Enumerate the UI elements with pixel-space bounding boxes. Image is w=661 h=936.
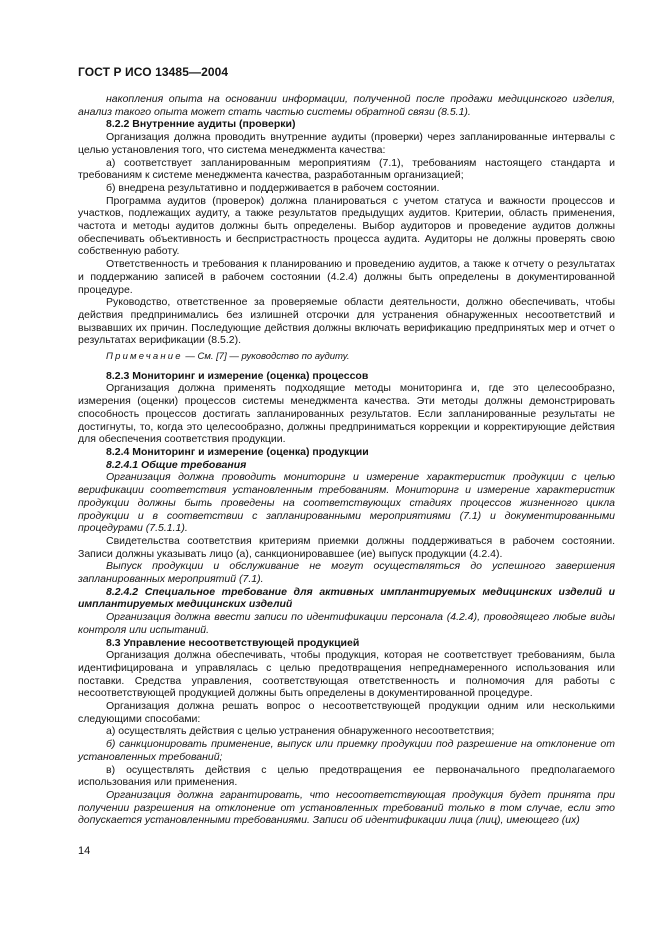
paragraph: Организация должна обеспечивать, чтобы продукция, которая не соответствует требованиям, была идентифицирована и управлялась с целью предотвращения непреднамеренного использования или поставки. Средства управления, соответствующая ответственность и полномочия для работы с несоответствующей продукцией должны быть определены в документированной процедуре. [78, 649, 615, 700]
paragraph: Выпуск продукции и обслуживание не могут осуществляться до успешного завершения запланированных мероприятий (7.1). [78, 560, 615, 586]
paragraph: Организация должна проводить внутренние аудиты (проверки) через запланированные интервалы с целью установления того, что система менеджмента качества: [78, 131, 615, 156]
paragraph: Организация должна ввести записи по идентификации персонала (4.2.4), проводящего любые виды контроля или испытаний. [78, 611, 615, 636]
note-text: — См. [7] — руководство по аудиту. [182, 351, 350, 363]
note [78, 351, 615, 364]
paragraph: Организация должна гарантировать, что несоответствующая продукция будет принята при получении разрешения на отклонение от установленных требований только в том случае, если это допускается установленными требованиями. Записи об идентификации лица (лиц), имеющего (их) [78, 788, 615, 827]
paragraph: Организация должна решать вопрос о несоответствующей продукции одним или несколькими следующими способами: [78, 700, 615, 725]
paragraph: Ответственность и требования к планированию и проведению аудитов, а также к отчету о результатах и поддержанию записей в рабочем состоянии (4.2.4) должны быть определены в документированной процедуре. [78, 258, 615, 296]
paragraph: Свидетельства соответствия критериям приемки должны поддерживаться в рабочем состоянии. Записи должны указывать лицо (а), санкционировавшее (ие) выпуск продукции (4.2.4). [78, 534, 615, 560]
document-header: ГОСТ Р ИСО 13485—2004 [78, 65, 229, 79]
list-item: б) внедрена результативно и поддерживается в рабочем состоянии. [106, 181, 440, 194]
subsection-heading: 8.2.4.2 Специальное требование для активных имплантируемых медицинских изделий и имплантируемых медицинских изделий [78, 585, 615, 611]
subsection-heading: 8.2.4.1 Общие требования [106, 458, 247, 471]
list-item: б) санкционировать применение, выпуск или приемку продукции под разрешение на отклонение от установленных требований; [78, 738, 615, 763]
document-body [78, 93, 615, 827]
list-item: а) осуществлять действия с целью устранения обнаруженного несоответствия; [106, 725, 495, 738]
paragraph: Организация должна проводить мониторинг и измерение характеристик продукции с целью верификации соответствия установленным требованиям. Мониторинг и измерение характеристик продукции должны быть проведены на соответствующих стадиях процессов жизненного цикла продукции и в соответствии с запланированными мероприятиями (7.1) и документированными процедурами (7.5.1.1). [78, 471, 615, 535]
paragraph: Руководство, ответственное за проверяемые области деятельности, должно обеспечивать, чтобы действия предпринимались без излишней отсрочки для устранения обнаруженных несоответствий и вызвавших их причин. Последующие действия должны включать верификацию предпринятых мер и отчет о результатах верификации (8.5.2). [78, 296, 615, 347]
list-item: а) соответствует запланированным мероприятиям (7.1), требованиям настоящего стандарта и требованиям к системе менеджмента качества, разработанным организацией; [78, 156, 615, 182]
section-heading: 8.3 Управление несоответствующей продукцией [106, 636, 360, 649]
note-label: Примечание [106, 351, 183, 363]
section-heading: 8.2.2 Внутренние аудиты (проверки) [106, 118, 296, 131]
page-number: 14 [78, 845, 91, 857]
section-heading: 8.2.3 Мониторинг и измерение (оценка) процессов [106, 369, 369, 382]
paragraph: Организация должна применять подходящие методы мониторинга и, где это целесообразно, измерения (оценки) процессов системы менеджмента качества. Эти методы должны демонстрировать способность процессов достигать запланированных результатов. Если запланированные результаты не достигнуты, то, когда это целесообразно, должны предприниматься коррекции и корректирующие действия для обеспечения соответствия продукции. [78, 382, 615, 446]
paragraph: накопления опыта на основании информации, полученной после продажи медицинского изделия, анализ такого опыта может стать частью системы обратной связи (8.5.1). [78, 93, 615, 118]
section-heading: 8.2.4 Мониторинг и измерение (оценка) продукции [106, 445, 369, 458]
paragraph: Программа аудитов (проверок) должна планироваться с учетом статуса и важности процессов и участков, подлежащих аудиту, а также результатов предыдущих аудитов. Критерии, область применения, частота и методы аудитов должны быть определены. Выбор аудиторов и проведение аудитов должны обеспечивать объективность и беспристрастность процесса аудита. Аудиторы не должны проверять свою собственную работу. [78, 194, 615, 258]
list-item: в) осуществлять действия с целью предотвращения ее первоначального предполагаемого использования или применения. [78, 763, 615, 789]
